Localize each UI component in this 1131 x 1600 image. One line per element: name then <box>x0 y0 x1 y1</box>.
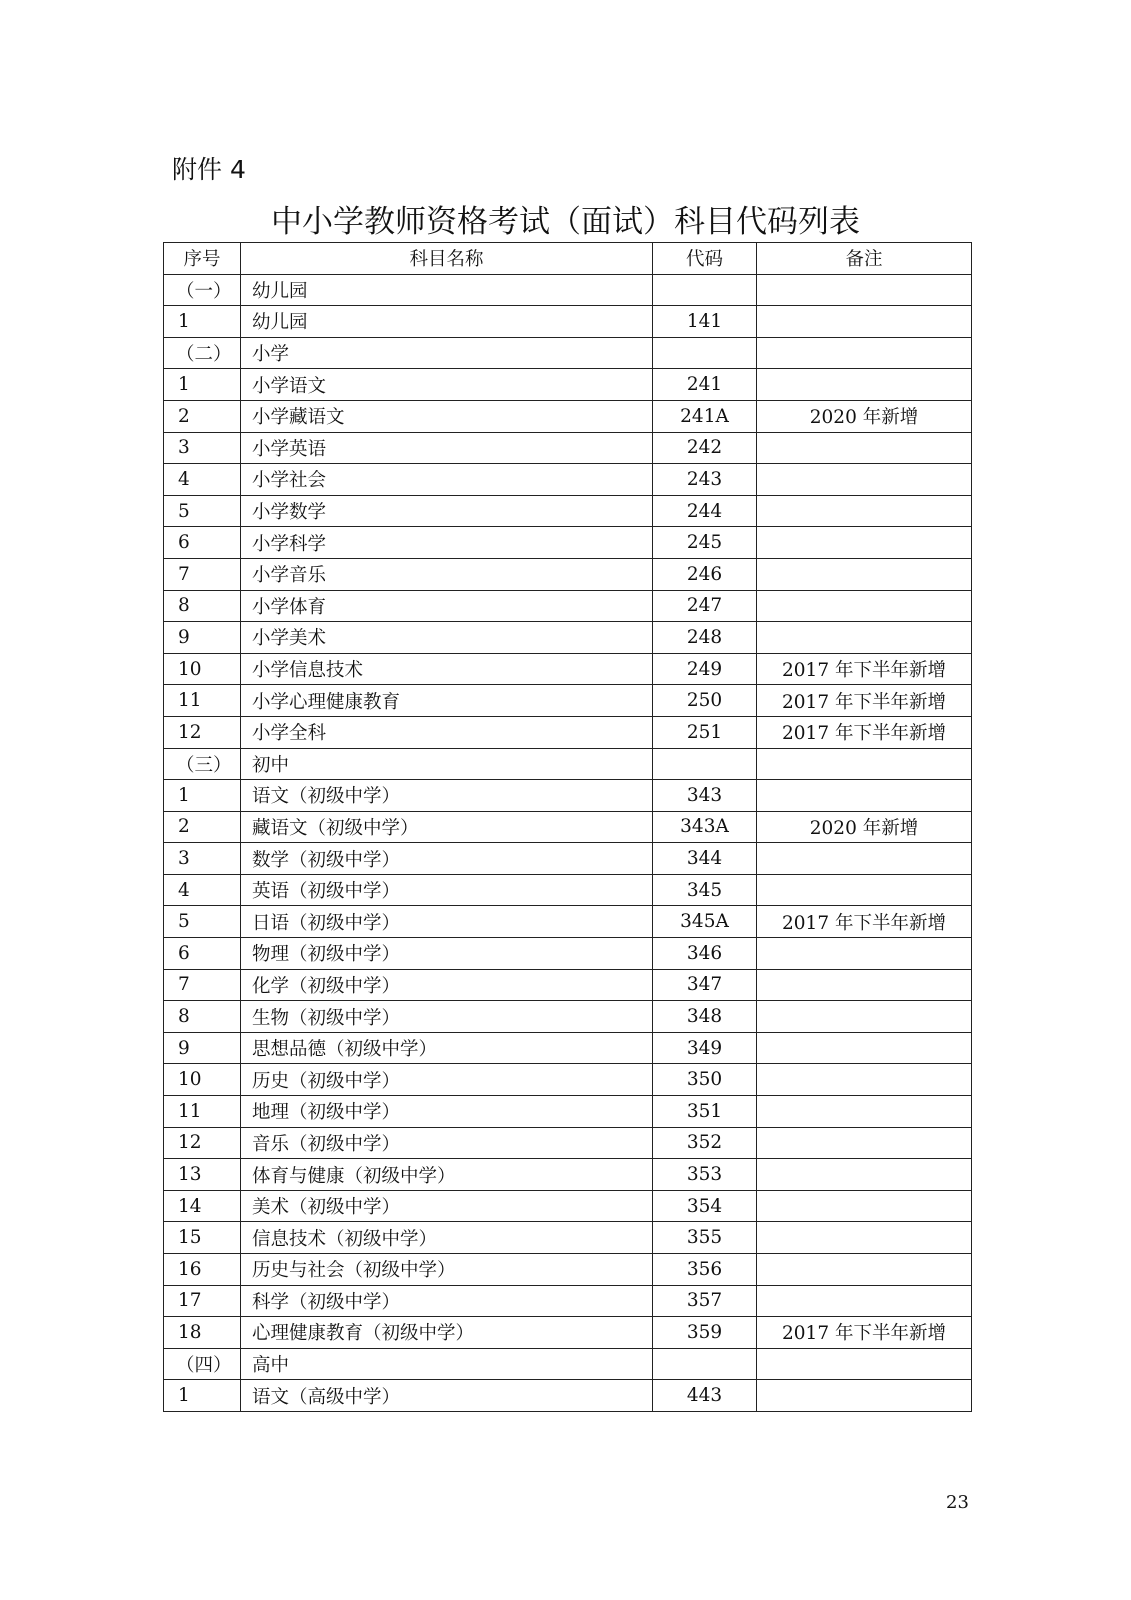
cell-code: 247 <box>653 590 757 622</box>
cell-subject-name: 音乐（初级中学） <box>241 1127 653 1159</box>
cell-note <box>757 1380 972 1412</box>
cell-code <box>653 337 757 369</box>
cell-code: 343 <box>653 780 757 812</box>
subject-code-table <box>163 242 972 1412</box>
page-number: 23 <box>946 1492 969 1513</box>
cell-seq: 9 <box>164 1032 241 1064</box>
cell-note <box>757 1096 972 1128</box>
table-row <box>164 400 972 432</box>
cell-seq: 15 <box>164 1222 241 1254</box>
cell-seq: 18 <box>164 1317 241 1349</box>
table-row <box>164 1001 972 1033</box>
cell-note <box>757 1285 972 1317</box>
cell-subject-name: 小学音乐 <box>241 558 653 590</box>
table-row <box>164 874 972 906</box>
table-group-row <box>164 748 972 780</box>
cell-note <box>757 780 972 812</box>
cell-note <box>757 1222 972 1254</box>
table-row <box>164 1222 972 1254</box>
cell-seq: 13 <box>164 1159 241 1191</box>
cell-code: 345 <box>653 874 757 906</box>
cell-note <box>757 306 972 338</box>
cell-note: 2017 年下半年新增 <box>757 906 972 938</box>
cell-seq: 6 <box>164 938 241 970</box>
table-group-row <box>164 274 972 306</box>
cell-seq: （三） <box>164 748 241 780</box>
cell-subject-name: 小学藏语文 <box>241 400 653 432</box>
cell-code: 349 <box>653 1032 757 1064</box>
cell-seq: 1 <box>164 306 241 338</box>
cell-seq: 17 <box>164 1285 241 1317</box>
cell-subject-name: 初中 <box>241 748 653 780</box>
cell-note <box>757 938 972 970</box>
cell-seq: 4 <box>164 874 241 906</box>
cell-seq: （一） <box>164 274 241 306</box>
cell-subject-name: 幼儿园 <box>241 306 653 338</box>
cell-note: 2017 年下半年新增 <box>757 685 972 717</box>
cell-seq: 12 <box>164 1127 241 1159</box>
cell-note <box>757 1127 972 1159</box>
cell-code: 251 <box>653 716 757 748</box>
cell-code: 346 <box>653 938 757 970</box>
cell-code: 248 <box>653 622 757 654</box>
cell-code: 344 <box>653 843 757 875</box>
header-note: 备注 <box>757 243 972 275</box>
table-row <box>164 432 972 464</box>
cell-seq: 1 <box>164 1380 241 1412</box>
cell-code <box>653 1348 757 1380</box>
cell-code: 348 <box>653 1001 757 1033</box>
cell-subject-name: 数学（初级中学） <box>241 843 653 875</box>
table-row <box>164 1032 972 1064</box>
table-group-row <box>164 1348 972 1380</box>
cell-seq: 1 <box>164 369 241 401</box>
table-row <box>164 369 972 401</box>
cell-code: 354 <box>653 1190 757 1222</box>
cell-code: 249 <box>653 653 757 685</box>
table-row <box>164 716 972 748</box>
cell-code: 343A <box>653 811 757 843</box>
cell-subject-name: 小学心理健康教育 <box>241 685 653 717</box>
cell-subject-name: 思想品德（初级中学） <box>241 1032 653 1064</box>
cell-seq: 16 <box>164 1254 241 1286</box>
cell-subject-name: 小学数学 <box>241 495 653 527</box>
cell-note <box>757 874 972 906</box>
table-row <box>164 495 972 527</box>
cell-note: 2020 年新增 <box>757 400 972 432</box>
cell-note <box>757 1064 972 1096</box>
cell-subject-name: 小学体育 <box>241 590 653 622</box>
cell-code: 246 <box>653 558 757 590</box>
table-row <box>164 622 972 654</box>
cell-note <box>757 843 972 875</box>
cell-seq: 3 <box>164 432 241 464</box>
cell-note <box>757 337 972 369</box>
cell-subject-name: 小学 <box>241 337 653 369</box>
table-row <box>164 1190 972 1222</box>
header-subject-name: 科目名称 <box>241 243 653 275</box>
cell-seq: 11 <box>164 685 241 717</box>
cell-seq: 5 <box>164 906 241 938</box>
cell-note <box>757 590 972 622</box>
cell-seq: 7 <box>164 558 241 590</box>
table-row <box>164 527 972 559</box>
cell-code: 243 <box>653 464 757 496</box>
cell-note <box>757 1254 972 1286</box>
cell-subject-name: 信息技术（初级中学） <box>241 1222 653 1254</box>
cell-seq: 2 <box>164 811 241 843</box>
cell-note <box>757 558 972 590</box>
table-row <box>164 938 972 970</box>
cell-note <box>757 527 972 559</box>
cell-note <box>757 495 972 527</box>
table-row <box>164 906 972 938</box>
cell-note <box>757 274 972 306</box>
cell-note <box>757 1159 972 1191</box>
cell-seq: 7 <box>164 969 241 1001</box>
header-seq: 序号 <box>164 243 241 275</box>
cell-code: 352 <box>653 1127 757 1159</box>
cell-subject-name: 小学语文 <box>241 369 653 401</box>
cell-seq: 6 <box>164 527 241 559</box>
cell-note <box>757 369 972 401</box>
table-row <box>164 685 972 717</box>
cell-seq: 10 <box>164 653 241 685</box>
cell-subject-name: 美术（初级中学） <box>241 1190 653 1222</box>
cell-subject-name: 生物（初级中学） <box>241 1001 653 1033</box>
cell-seq: 4 <box>164 464 241 496</box>
cell-subject-name: 小学全科 <box>241 716 653 748</box>
cell-subject-name: 心理健康教育（初级中学） <box>241 1317 653 1349</box>
cell-note: 2017 年下半年新增 <box>757 716 972 748</box>
cell-code: 356 <box>653 1254 757 1286</box>
table-body <box>164 274 972 1411</box>
cell-seq: （二） <box>164 337 241 369</box>
cell-code: 355 <box>653 1222 757 1254</box>
cell-note <box>757 1032 972 1064</box>
cell-subject-name: 历史与社会（初级中学） <box>241 1254 653 1286</box>
table-row <box>164 653 972 685</box>
cell-code <box>653 274 757 306</box>
cell-subject-name: 语文（初级中学） <box>241 780 653 812</box>
table-row <box>164 1317 972 1349</box>
table-row <box>164 464 972 496</box>
cell-code: 141 <box>653 306 757 338</box>
cell-code: 345A <box>653 906 757 938</box>
document-title: 中小学教师资格考试（面试）科目代码列表 <box>271 204 860 240</box>
cell-seq: 10 <box>164 1064 241 1096</box>
cell-code: 357 <box>653 1285 757 1317</box>
cell-note: 2017 年下半年新增 <box>757 653 972 685</box>
cell-note: 2020 年新增 <box>757 811 972 843</box>
cell-code: 443 <box>653 1380 757 1412</box>
cell-code: 353 <box>653 1159 757 1191</box>
cell-note <box>757 1001 972 1033</box>
cell-note <box>757 432 972 464</box>
cell-seq: 12 <box>164 716 241 748</box>
cell-note: 2017 年下半年新增 <box>757 1317 972 1349</box>
cell-note <box>757 1348 972 1380</box>
cell-subject-name: 科学（初级中学） <box>241 1285 653 1317</box>
attachment-label: 附件 4 <box>172 155 246 184</box>
cell-subject-name: 英语（初级中学） <box>241 874 653 906</box>
table-row <box>164 969 972 1001</box>
cell-subject-name: 小学英语 <box>241 432 653 464</box>
cell-subject-name: 小学信息技术 <box>241 653 653 685</box>
table-header-row <box>164 243 972 275</box>
table-row <box>164 811 972 843</box>
cell-code: 359 <box>653 1317 757 1349</box>
cell-subject-name: 小学美术 <box>241 622 653 654</box>
table-row <box>164 1254 972 1286</box>
cell-note <box>757 969 972 1001</box>
cell-code: 250 <box>653 685 757 717</box>
cell-code: 350 <box>653 1064 757 1096</box>
table-row <box>164 843 972 875</box>
cell-subject-name: 日语（初级中学） <box>241 906 653 938</box>
cell-subject-name: 高中 <box>241 1348 653 1380</box>
cell-subject-name: 幼儿园 <box>241 274 653 306</box>
cell-note <box>757 622 972 654</box>
cell-seq: 8 <box>164 590 241 622</box>
table-row <box>164 1380 972 1412</box>
cell-code: 242 <box>653 432 757 464</box>
table-row <box>164 780 972 812</box>
header-code: 代码 <box>653 243 757 275</box>
cell-subject-name: 体育与健康（初级中学） <box>241 1159 653 1191</box>
cell-code: 244 <box>653 495 757 527</box>
cell-code <box>653 748 757 780</box>
cell-note <box>757 748 972 780</box>
cell-subject-name: 藏语文（初级中学） <box>241 811 653 843</box>
cell-subject-name: 小学社会 <box>241 464 653 496</box>
cell-seq: 8 <box>164 1001 241 1033</box>
cell-note <box>757 1190 972 1222</box>
table-row <box>164 306 972 338</box>
cell-seq: 3 <box>164 843 241 875</box>
cell-code: 245 <box>653 527 757 559</box>
cell-code: 351 <box>653 1096 757 1128</box>
cell-seq: 1 <box>164 780 241 812</box>
table-row <box>164 1096 972 1128</box>
table-row <box>164 590 972 622</box>
table-row <box>164 1159 972 1191</box>
cell-seq: 14 <box>164 1190 241 1222</box>
cell-subject-name: 化学（初级中学） <box>241 969 653 1001</box>
cell-subject-name: 语文（高级中学） <box>241 1380 653 1412</box>
cell-subject-name: 物理（初级中学） <box>241 938 653 970</box>
cell-seq: 5 <box>164 495 241 527</box>
cell-subject-name: 地理（初级中学） <box>241 1096 653 1128</box>
table-row <box>164 1127 972 1159</box>
cell-seq: 11 <box>164 1096 241 1128</box>
cell-seq: 2 <box>164 400 241 432</box>
table-row <box>164 1064 972 1096</box>
cell-note <box>757 464 972 496</box>
cell-seq: （四） <box>164 1348 241 1380</box>
cell-code: 347 <box>653 969 757 1001</box>
table-row <box>164 1285 972 1317</box>
table-group-row <box>164 337 972 369</box>
cell-code: 241 <box>653 369 757 401</box>
cell-code: 241A <box>653 400 757 432</box>
cell-seq: 9 <box>164 622 241 654</box>
cell-subject-name: 小学科学 <box>241 527 653 559</box>
cell-subject-name: 历史（初级中学） <box>241 1064 653 1096</box>
table-row <box>164 558 972 590</box>
